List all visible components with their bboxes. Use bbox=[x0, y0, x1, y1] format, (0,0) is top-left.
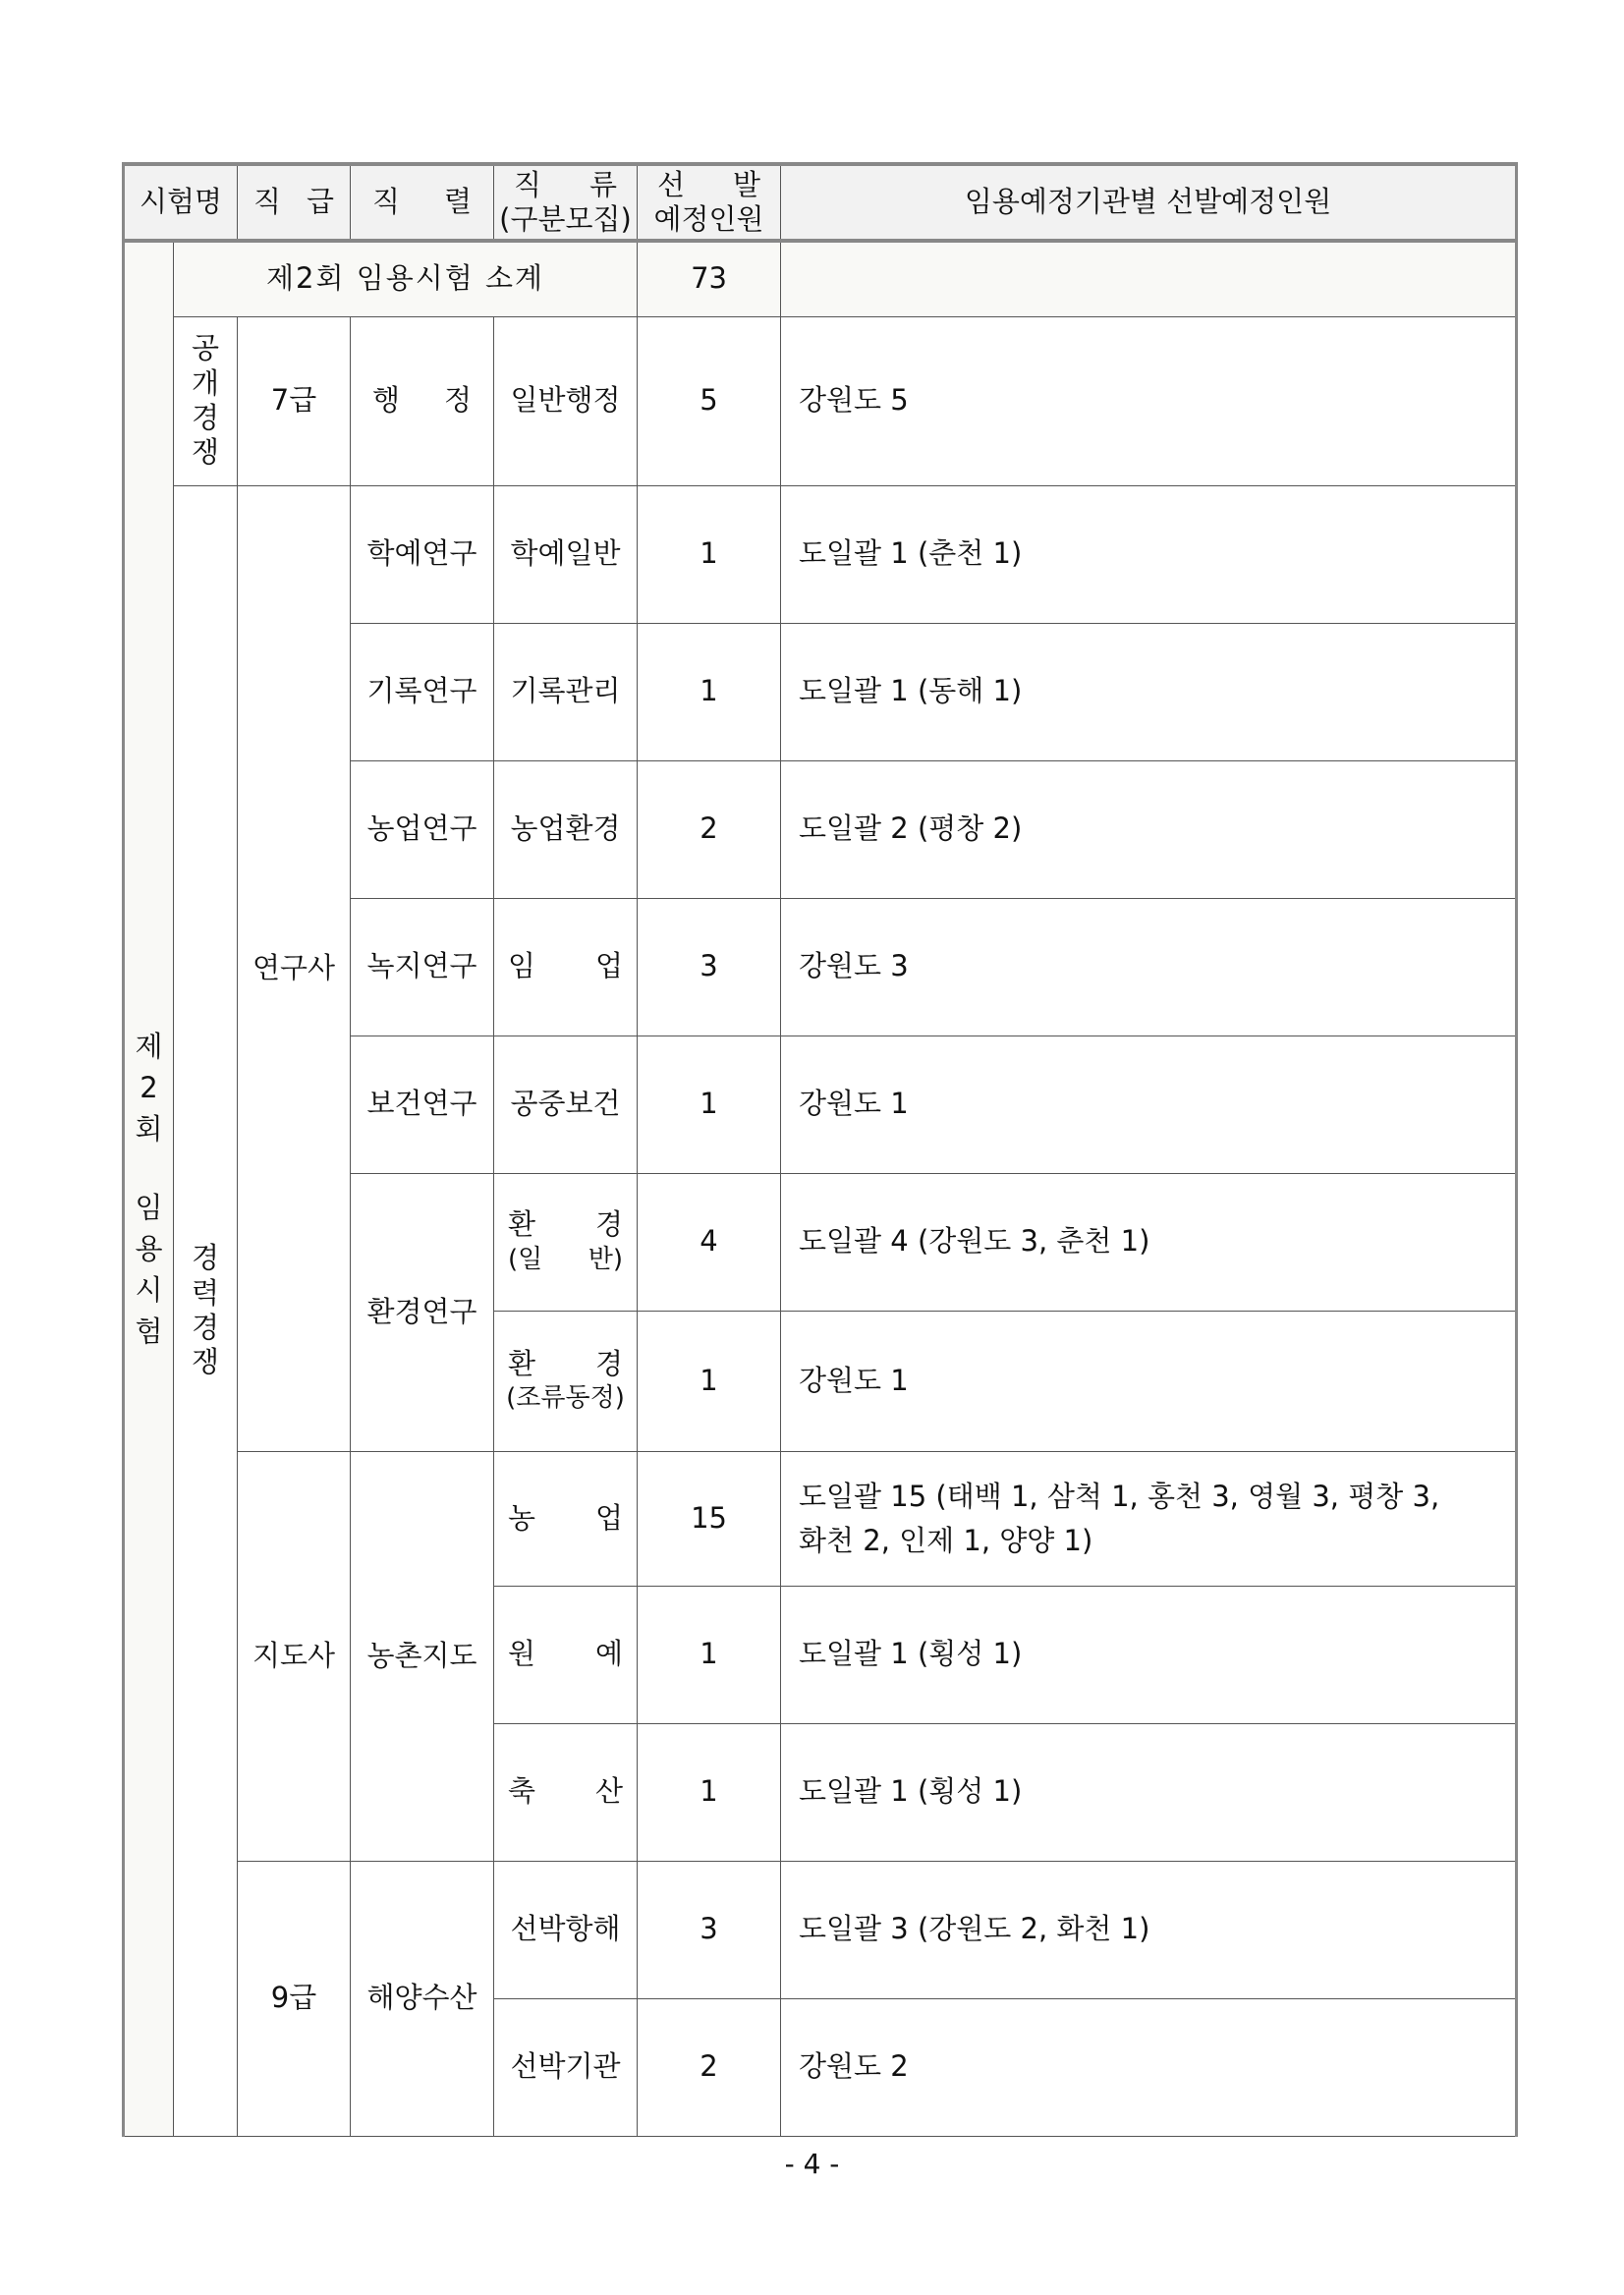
header-class: 직 류 (구분모집) bbox=[494, 164, 638, 241]
agency-cell: 강원도 3 bbox=[781, 898, 1517, 1036]
count-cell: 2 bbox=[638, 1998, 781, 2136]
class-cell: 일반행정 bbox=[494, 316, 638, 485]
class-cell: 원 예 bbox=[494, 1586, 638, 1723]
table-row bbox=[124, 1861, 1517, 1998]
series-cell: 녹지연구 bbox=[351, 898, 494, 1036]
agency-cell: 도일괄 3 (강원도 2, 화천 1) bbox=[781, 1861, 1517, 1998]
class-cell: 선박기관 bbox=[494, 1998, 638, 2136]
count-cell: 1 bbox=[638, 1586, 781, 1723]
class-cell: 환 경 (조류동정) bbox=[494, 1311, 638, 1451]
count-cell: 1 bbox=[638, 1036, 781, 1173]
header-exam: 시험명 bbox=[124, 164, 238, 241]
class-cell: 축 산 bbox=[494, 1723, 638, 1861]
agency-cell: 강원도 2 bbox=[781, 1998, 1517, 2136]
series-cell: 기록연구 bbox=[351, 623, 494, 760]
agency-cell: 강원도 1 bbox=[781, 1311, 1517, 1451]
header-grade: 직 급 bbox=[238, 164, 351, 241]
count-cell: 1 bbox=[638, 623, 781, 760]
series-cell: 보건연구 bbox=[351, 1036, 494, 1173]
class-cell: 임 업 bbox=[494, 898, 638, 1036]
table-row bbox=[124, 316, 1517, 485]
class-cell: 공중보건 bbox=[494, 1036, 638, 1173]
exam-name-cell bbox=[124, 241, 174, 2136]
agency-cell: 도일괄 4 (강원도 3, 춘천 1) bbox=[781, 1173, 1517, 1311]
series-cell: 해양수산 bbox=[351, 1861, 494, 2136]
agency-cell: 도일괄 1 (동해 1) bbox=[781, 623, 1517, 760]
agency-cell: 도일괄 15 (태백 1, 삼척 1, 홍천 3, 영월 3, 평창 3, 화천 2, 인제 1, 양양 1) bbox=[781, 1451, 1517, 1586]
class-cell: 환 경 (일 반) bbox=[494, 1173, 638, 1311]
header-series: 직 렬 bbox=[351, 164, 494, 241]
agency-cell: 도일괄 2 (평창 2) bbox=[781, 760, 1517, 898]
count-cell: 2 bbox=[638, 760, 781, 898]
agency-cell: 도일괄 1 (횡성 1) bbox=[781, 1586, 1517, 1723]
count-cell: 15 bbox=[638, 1451, 781, 1586]
grade-cell: 지도사 bbox=[238, 1451, 351, 1861]
series-cell: 환경연구 bbox=[351, 1173, 494, 1451]
class-cell: 학예일반 bbox=[494, 485, 638, 623]
exam-name: 제 2 회 임 용 시 험 bbox=[135, 1030, 163, 1349]
page-number: - 4 - bbox=[784, 2148, 840, 2180]
count-cell: 1 bbox=[638, 1311, 781, 1451]
header-count: 선 발 예정인원 bbox=[638, 164, 781, 241]
header-row bbox=[124, 164, 1517, 241]
agency-cell: 도일괄 1 (횡성 1) bbox=[781, 1723, 1517, 1861]
series-cell: 농촌지도 bbox=[351, 1451, 494, 1861]
class-cell: 농업환경 bbox=[494, 760, 638, 898]
series-cell: 학예연구 bbox=[351, 485, 494, 623]
count-cell: 5 bbox=[638, 316, 781, 485]
agency-cell: 강원도 1 bbox=[781, 1036, 1517, 1173]
agency-cell: 도일괄 1 (춘천 1) bbox=[781, 485, 1517, 623]
subtotal-label: 제2회 임용시험 소계 bbox=[174, 241, 638, 316]
count-cell: 4 bbox=[638, 1173, 781, 1311]
grade-cell: 7급 bbox=[238, 316, 351, 485]
grade-cell: 연구사 bbox=[238, 485, 351, 1451]
table-row bbox=[124, 1451, 1517, 1586]
subtotal-agency bbox=[781, 241, 1517, 316]
recruitment-table bbox=[122, 162, 1518, 2137]
grade-cell: 9급 bbox=[238, 1861, 351, 2136]
series-cell: 행 정 bbox=[351, 316, 494, 485]
count-cell: 1 bbox=[638, 1723, 781, 1861]
header-agency: 임용예정기관별 선발예정인원 bbox=[781, 164, 1517, 241]
subtotal-count: 73 bbox=[638, 241, 781, 316]
count-cell: 3 bbox=[638, 1861, 781, 1998]
open-competition-cell: 공 개 경 쟁 bbox=[174, 316, 238, 485]
class-cell: 선박항해 bbox=[494, 1861, 638, 1998]
career-competition-cell: 경 력 경 쟁 bbox=[174, 485, 238, 2136]
series-cell: 농업연구 bbox=[351, 760, 494, 898]
table-row bbox=[124, 485, 1517, 623]
subtotal-row bbox=[124, 241, 1517, 316]
count-cell: 3 bbox=[638, 898, 781, 1036]
class-cell: 농 업 bbox=[494, 1451, 638, 1586]
agency-cell: 강원도 5 bbox=[781, 316, 1517, 485]
count-cell: 1 bbox=[638, 485, 781, 623]
class-cell: 기록관리 bbox=[494, 623, 638, 760]
